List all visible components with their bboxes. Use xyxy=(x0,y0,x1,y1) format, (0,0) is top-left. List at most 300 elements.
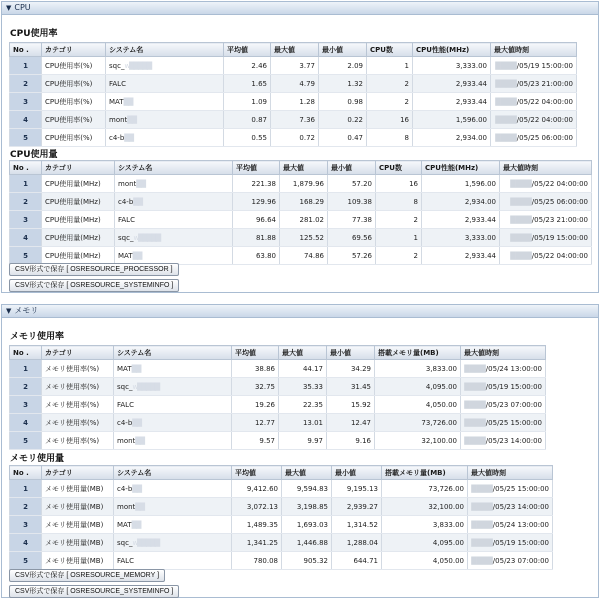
column-header[interactable]: 平均値 xyxy=(232,466,282,480)
min-cell: 0.22 xyxy=(319,111,367,129)
cpu-usage-amount-table xyxy=(9,160,592,265)
table-row[interactable] xyxy=(10,552,553,570)
row-number: 4 xyxy=(10,229,42,247)
cpus-cell: 1 xyxy=(367,57,413,75)
min-cell: 2.09 xyxy=(319,57,367,75)
column-header[interactable]: 最大値時刻 xyxy=(468,466,553,480)
row-number: 3 xyxy=(10,93,42,111)
perf-cell: 2,934.00 xyxy=(413,129,491,147)
min-cell: 77.38 xyxy=(328,211,376,229)
max-cell: 13.01 xyxy=(279,414,327,432)
max-cell: 35.33 xyxy=(279,378,327,396)
max-time-text: /05/23 21:00:00 xyxy=(531,215,588,224)
perf-cell: 2,933.44 xyxy=(422,247,500,265)
min-cell: 57.26 xyxy=(328,247,376,265)
cpu-panel-header[interactable] xyxy=(2,2,598,15)
avg-cell: 1,489.35 xyxy=(232,516,282,534)
cpu-usage-rate-header xyxy=(10,43,577,57)
column-header[interactable]: CPU数 xyxy=(367,43,413,57)
max-time-cell xyxy=(468,534,553,552)
column-header[interactable]: 最大値 xyxy=(271,43,319,57)
system-name-cell xyxy=(114,552,232,570)
max-cell: 1,879.96 xyxy=(280,175,328,193)
max-time-text: /05/23 07:00:00 xyxy=(492,556,549,565)
column-header[interactable]: システム名 xyxy=(115,161,233,175)
cpu-usage-amount-body xyxy=(10,175,592,265)
csv-save-systeminfo-button[interactable]: CSV形式で保存 [ OSRESOURCE_SYSTEMINFO ] xyxy=(9,279,179,292)
memory-usage-rate-header xyxy=(10,346,546,360)
column-header[interactable]: 平均値 xyxy=(232,346,279,360)
table-row[interactable] xyxy=(10,498,553,516)
cpus-cell: 1 xyxy=(376,229,422,247)
redacted-year: ████ xyxy=(464,364,486,373)
redacted-year: ████ xyxy=(495,133,517,142)
max-time-cell xyxy=(461,432,546,450)
category-cell: メモリ使用率(%) xyxy=(42,396,114,414)
table-row[interactable] xyxy=(10,414,546,432)
system-name-cell xyxy=(106,129,224,147)
system-name-text: FALC xyxy=(117,400,134,409)
max-time-text: /05/22 04:00:00 xyxy=(516,115,573,124)
max-cell: 9.97 xyxy=(279,432,327,450)
max-time-text: /05/23 14:00:00 xyxy=(492,502,549,511)
max-time-cell xyxy=(461,396,546,414)
cpu-usage-rate-table xyxy=(9,42,577,147)
memory-usage-rate-title: メモリ使用率 xyxy=(10,332,65,342)
cpus-cell: 8 xyxy=(367,129,413,147)
cpu-usage-amount-title: CPU使用量 xyxy=(10,150,58,160)
column-header[interactable]: No . xyxy=(10,161,42,175)
max-time-text: /05/23 21:00:00 xyxy=(516,79,573,88)
redacted-year: ████ xyxy=(464,400,486,409)
table-row[interactable] xyxy=(10,534,553,552)
cpus-cell: 8 xyxy=(376,193,422,211)
category-cell: CPU使用量(MHz) xyxy=(42,211,115,229)
perf-cell: 1,596.00 xyxy=(413,111,491,129)
max-cell: 3,198.85 xyxy=(282,498,332,516)
column-header[interactable]: 最小値 xyxy=(327,346,375,360)
max-cell: 22.35 xyxy=(279,396,327,414)
category-cell: メモリ使用率(%) xyxy=(42,414,114,432)
system-name-text: FALC xyxy=(117,556,134,565)
cpus-cell: 16 xyxy=(367,111,413,129)
category-cell: メモリ使用量(MB) xyxy=(42,480,114,498)
column-header[interactable]: CPU数 xyxy=(376,161,422,175)
category-cell: メモリ使用量(MB) xyxy=(42,516,114,534)
column-header[interactable]: 最大値 xyxy=(279,346,327,360)
system-name-cell xyxy=(106,111,224,129)
redacted-year: ████ xyxy=(510,251,532,260)
avg-cell: 12.77 xyxy=(232,414,279,432)
avg-cell: 0.55 xyxy=(224,129,271,147)
system-name-cell xyxy=(115,175,233,193)
memory-usage-rate-table xyxy=(9,345,546,450)
perf-cell: 2,934.00 xyxy=(422,193,500,211)
avg-cell: 221.38 xyxy=(233,175,280,193)
mem-cell: 4,095.00 xyxy=(382,534,468,552)
max-time-cell xyxy=(461,378,546,396)
table-row[interactable] xyxy=(10,480,553,498)
redacted-text: ██ xyxy=(135,502,145,511)
avg-cell: 9,412.60 xyxy=(232,480,282,498)
collapse-triangle-icon[interactable]: ▼ xyxy=(6,307,12,315)
max-cell: 0.72 xyxy=(271,129,319,147)
system-name-cell xyxy=(114,480,232,498)
redacted-text: ██ xyxy=(132,251,142,260)
cpus-cell: 2 xyxy=(376,211,422,229)
header-row xyxy=(10,346,546,360)
max-time-text: /05/23 07:00:00 xyxy=(485,400,542,409)
column-header[interactable]: 平均値 xyxy=(224,43,271,57)
cpu-panel xyxy=(1,1,599,293)
max-time-text: /05/25 06:00:00 xyxy=(516,133,573,142)
category-cell: CPU使用率(%) xyxy=(42,129,106,147)
column-header[interactable]: 最小値 xyxy=(328,161,376,175)
max-time-text: /05/25 06:00:00 xyxy=(531,197,588,206)
redacted-text: w█████ xyxy=(124,61,152,70)
redacted-year: ████ xyxy=(471,538,493,547)
system-name-cell xyxy=(115,229,233,247)
max-cell: 1,446.88 xyxy=(282,534,332,552)
redacted-text: ██ xyxy=(131,520,141,529)
category-cell: メモリ使用量(MB) xyxy=(42,552,114,570)
min-cell: 644.71 xyxy=(332,552,382,570)
category-cell: メモリ使用率(%) xyxy=(42,360,114,378)
min-cell: 15.92 xyxy=(327,396,375,414)
redacted-year: ████ xyxy=(495,79,517,88)
category-cell: CPU使用量(MHz) xyxy=(42,247,115,265)
system-name-text: c4-b xyxy=(117,484,133,493)
column-header[interactable]: 搭載メモリ量(MB) xyxy=(375,346,461,360)
table-row[interactable] xyxy=(10,57,577,75)
max-cell: 44.17 xyxy=(279,360,327,378)
column-header[interactable]: 最小値 xyxy=(332,466,382,480)
max-cell: 7.36 xyxy=(271,111,319,129)
category-cell: CPU使用率(%) xyxy=(42,93,106,111)
max-time-cell xyxy=(491,129,577,147)
min-cell: 0.98 xyxy=(319,93,367,111)
redacted-year: ████ xyxy=(495,97,517,106)
row-number: 4 xyxy=(10,111,42,129)
cpu-usage-rate-body xyxy=(10,57,577,147)
max-time-cell xyxy=(491,111,577,129)
system-name-text: c4-b xyxy=(117,418,133,427)
max-time-cell xyxy=(461,414,546,432)
category-cell: メモリ使用量(MB) xyxy=(42,534,114,552)
max-time-cell xyxy=(500,175,592,193)
max-time-cell xyxy=(500,229,592,247)
redacted-year: ████ xyxy=(471,502,493,511)
redacted-text: w█████ xyxy=(132,382,160,391)
table-row[interactable] xyxy=(10,211,592,229)
avg-cell: 81.88 xyxy=(233,229,280,247)
avg-cell: 19.26 xyxy=(232,396,279,414)
memory-panel xyxy=(1,304,599,598)
redacted-year: ████ xyxy=(510,179,532,188)
system-name-text: sqc_ xyxy=(117,382,133,391)
column-header[interactable]: システム名 xyxy=(114,466,232,480)
max-time-cell xyxy=(468,516,553,534)
row-number: 1 xyxy=(10,175,42,193)
perf-cell: 2,933.44 xyxy=(413,75,491,93)
max-time-text: /05/25 15:00:00 xyxy=(492,484,549,493)
system-name-text: FALC xyxy=(109,79,126,88)
system-name-cell xyxy=(106,93,224,111)
table-row[interactable] xyxy=(10,247,592,265)
mem-cell: 3,833.00 xyxy=(382,516,468,534)
row-number: 5 xyxy=(10,129,42,147)
redacted-year: ████ xyxy=(495,61,517,70)
memory-usage-amount-table xyxy=(9,465,553,570)
system-name-text: FALC xyxy=(118,215,135,224)
redacted-year: ████ xyxy=(510,197,532,206)
table-row[interactable] xyxy=(10,516,553,534)
row-number: 4 xyxy=(10,414,42,432)
min-cell: 1.32 xyxy=(319,75,367,93)
redacted-text: ██ xyxy=(123,97,133,106)
avg-cell: 0.87 xyxy=(224,111,271,129)
column-header[interactable]: 搭載メモリ量(MB) xyxy=(382,466,468,480)
max-time-cell xyxy=(500,193,592,211)
max-cell: 125.52 xyxy=(280,229,328,247)
cpus-cell: 2 xyxy=(367,75,413,93)
max-time-cell xyxy=(500,247,592,265)
category-cell: メモリ使用率(%) xyxy=(42,378,114,396)
perf-cell: 3,333.00 xyxy=(413,57,491,75)
redacted-year: ████ xyxy=(464,436,486,445)
table-row[interactable] xyxy=(10,175,592,193)
system-name-text: MAT xyxy=(117,520,132,529)
redacted-text: ██ xyxy=(131,364,141,373)
column-header[interactable]: カテゴリ xyxy=(42,466,114,480)
max-time-cell xyxy=(468,552,553,570)
row-number: 2 xyxy=(10,193,42,211)
min-cell: 69.56 xyxy=(328,229,376,247)
column-header[interactable]: システム名 xyxy=(114,346,232,360)
column-header[interactable]: 最大値時刻 xyxy=(491,43,577,57)
system-name-cell xyxy=(106,75,224,93)
redacted-text: ██ xyxy=(132,418,142,427)
row-number: 5 xyxy=(10,247,42,265)
row-number: 3 xyxy=(10,396,42,414)
column-header[interactable]: システム名 xyxy=(106,43,224,57)
header-row xyxy=(10,466,553,480)
column-header[interactable]: CPU性能(MHz) xyxy=(413,43,491,57)
max-cell: 74.86 xyxy=(280,247,328,265)
table-row[interactable] xyxy=(10,432,546,450)
min-cell: 2,939.27 xyxy=(332,498,382,516)
min-cell: 9.16 xyxy=(327,432,375,450)
redacted-text: ██ xyxy=(136,179,146,188)
max-time-cell xyxy=(491,93,577,111)
system-name-cell xyxy=(114,360,232,378)
avg-cell: 9.57 xyxy=(232,432,279,450)
max-cell: 168.29 xyxy=(280,193,328,211)
table-row[interactable] xyxy=(10,360,546,378)
row-number: 5 xyxy=(10,432,42,450)
system-name-cell xyxy=(115,247,233,265)
column-header[interactable]: No . xyxy=(10,346,42,360)
max-cell: 1.28 xyxy=(271,93,319,111)
max-time-cell xyxy=(468,498,553,516)
system-name-cell xyxy=(114,414,232,432)
system-name-text: c4-b xyxy=(109,133,125,142)
max-time-cell xyxy=(491,75,577,93)
cpu-panel-title: CPU xyxy=(14,3,31,12)
memory-panel-title: メモリ xyxy=(14,306,39,315)
avg-cell: 1.65 xyxy=(224,75,271,93)
avg-cell: 38.86 xyxy=(232,360,279,378)
min-cell: 1,314.52 xyxy=(332,516,382,534)
max-time-text: /05/22 04:00:00 xyxy=(516,97,573,106)
redacted-text: ██ xyxy=(135,436,145,445)
system-name-cell xyxy=(114,498,232,516)
column-header[interactable]: 最大値 xyxy=(282,466,332,480)
system-name-text: MAT xyxy=(118,251,133,260)
max-time-cell xyxy=(500,211,592,229)
system-name-text: mont xyxy=(118,179,137,188)
column-header[interactable]: CPU性能(MHz) xyxy=(422,161,500,175)
row-number: 2 xyxy=(10,378,42,396)
system-name-cell xyxy=(114,396,232,414)
max-time-text: /05/25 15:00:00 xyxy=(485,418,542,427)
category-cell: CPU使用率(%) xyxy=(42,57,106,75)
redacted-year: ████ xyxy=(495,115,517,124)
avg-cell: 32.75 xyxy=(232,378,279,396)
row-number: 1 xyxy=(10,57,42,75)
avg-cell: 63.80 xyxy=(233,247,280,265)
redacted-text: ██ xyxy=(127,115,137,124)
category-cell: CPU使用量(MHz) xyxy=(42,229,115,247)
max-cell: 1,693.03 xyxy=(282,516,332,534)
memory-panel-header[interactable] xyxy=(2,305,598,318)
column-header[interactable]: No . xyxy=(10,466,42,480)
redacted-text: w█████ xyxy=(132,538,160,547)
table-row[interactable] xyxy=(10,396,546,414)
system-name-text: sqc_ xyxy=(118,233,134,242)
max-time-text: /05/19 15:00:00 xyxy=(485,382,542,391)
mem-cell: 3,833.00 xyxy=(375,360,461,378)
system-name-text: sqc_ xyxy=(117,538,133,547)
column-header[interactable]: 最大値時刻 xyxy=(500,161,592,175)
avg-cell: 96.64 xyxy=(233,211,280,229)
table-row[interactable] xyxy=(10,378,546,396)
redacted-year: ████ xyxy=(471,556,493,565)
system-name-cell xyxy=(115,193,233,211)
system-name-cell xyxy=(114,516,232,534)
csv-save-systeminfo-button-memory[interactable]: CSV形式で保存 [ OSRESOURCE_SYSTEMINFO ] xyxy=(9,585,179,598)
max-time-text: /05/24 13:00:00 xyxy=(485,364,542,373)
category-cell: メモリ使用率(%) xyxy=(42,432,114,450)
table-row[interactable] xyxy=(10,75,577,93)
system-name-text: sqc_ xyxy=(109,61,125,70)
row-number: 2 xyxy=(10,75,42,93)
max-time-text: /05/24 13:00:00 xyxy=(492,520,549,529)
max-time-cell xyxy=(468,480,553,498)
table-row[interactable] xyxy=(10,111,577,129)
perf-cell: 2,933.44 xyxy=(422,211,500,229)
row-number: 1 xyxy=(10,480,42,498)
redacted-text: ██ xyxy=(132,484,142,493)
max-time-cell xyxy=(461,360,546,378)
system-name-text: mont xyxy=(109,115,128,124)
mem-cell: 4,050.00 xyxy=(375,396,461,414)
memory-usage-amount-body xyxy=(10,480,553,570)
system-name-cell xyxy=(114,378,232,396)
category-cell: CPU使用量(MHz) xyxy=(42,193,115,211)
perf-cell: 3,333.00 xyxy=(422,229,500,247)
redacted-text: w█████ xyxy=(133,233,161,242)
min-cell: 12.47 xyxy=(327,414,375,432)
category-cell: CPU使用率(%) xyxy=(42,111,106,129)
csv-save-memory-button[interactable]: CSV形式で保存 [ OSRESOURCE_MEMORY ] xyxy=(9,569,165,582)
redacted-text: ██ xyxy=(124,133,134,142)
category-cell: メモリ使用量(MB) xyxy=(42,498,114,516)
category-cell: CPU使用率(%) xyxy=(42,75,106,93)
redacted-year: ████ xyxy=(464,382,486,391)
max-time-text: /05/19 15:00:00 xyxy=(492,538,549,547)
table-row[interactable] xyxy=(10,129,577,147)
table-row[interactable] xyxy=(10,193,592,211)
csv-save-processor-button[interactable]: CSV形式で保存 [ OSRESOURCE_PROCESSOR ] xyxy=(9,263,179,276)
system-name-text: MAT xyxy=(109,97,124,106)
collapse-triangle-icon[interactable]: ▼ xyxy=(6,4,12,12)
cpus-cell: 2 xyxy=(367,93,413,111)
table-row[interactable] xyxy=(10,229,592,247)
mem-cell: 32,100.00 xyxy=(382,498,468,516)
min-cell: 57.20 xyxy=(328,175,376,193)
mem-cell: 32,100.00 xyxy=(375,432,461,450)
max-cell: 905.32 xyxy=(282,552,332,570)
column-header[interactable]: 最大値時刻 xyxy=(461,346,546,360)
mem-cell: 73,726.00 xyxy=(375,414,461,432)
avg-cell: 1.09 xyxy=(224,93,271,111)
avg-cell: 1,341.25 xyxy=(232,534,282,552)
column-header[interactable]: 平均値 xyxy=(233,161,280,175)
column-header[interactable]: 最大値 xyxy=(280,161,328,175)
table-row[interactable] xyxy=(10,93,577,111)
cpus-cell: 2 xyxy=(376,247,422,265)
redacted-year: ████ xyxy=(510,233,532,242)
row-number: 3 xyxy=(10,516,42,534)
redacted-text: ██ xyxy=(133,197,143,206)
column-header[interactable]: カテゴリ xyxy=(42,161,115,175)
column-header[interactable]: カテゴリ xyxy=(42,43,106,57)
system-name-cell xyxy=(115,211,233,229)
system-name-text: mont xyxy=(117,502,136,511)
row-number: 2 xyxy=(10,498,42,516)
cpu-usage-amount-header xyxy=(10,161,592,175)
redacted-year: ████ xyxy=(464,418,486,427)
avg-cell: 2.46 xyxy=(224,57,271,75)
max-cell: 3.77 xyxy=(271,57,319,75)
perf-cell: 2,933.44 xyxy=(413,93,491,111)
max-time-text: /05/22 04:00:00 xyxy=(531,251,588,260)
column-header[interactable]: カテゴリ xyxy=(42,346,114,360)
row-number: 3 xyxy=(10,211,42,229)
min-cell: 9,195.13 xyxy=(332,480,382,498)
perf-cell: 1,596.00 xyxy=(422,175,500,193)
min-cell: 34.29 xyxy=(327,360,375,378)
column-header[interactable]: No . xyxy=(10,43,42,57)
column-header[interactable]: 最小値 xyxy=(319,43,367,57)
row-number: 1 xyxy=(10,360,42,378)
max-cell: 281.02 xyxy=(280,211,328,229)
avg-cell: 3,072.13 xyxy=(232,498,282,516)
max-time-text: /05/23 14:00:00 xyxy=(485,436,542,445)
memory-usage-amount-header xyxy=(10,466,553,480)
min-cell: 0.47 xyxy=(319,129,367,147)
